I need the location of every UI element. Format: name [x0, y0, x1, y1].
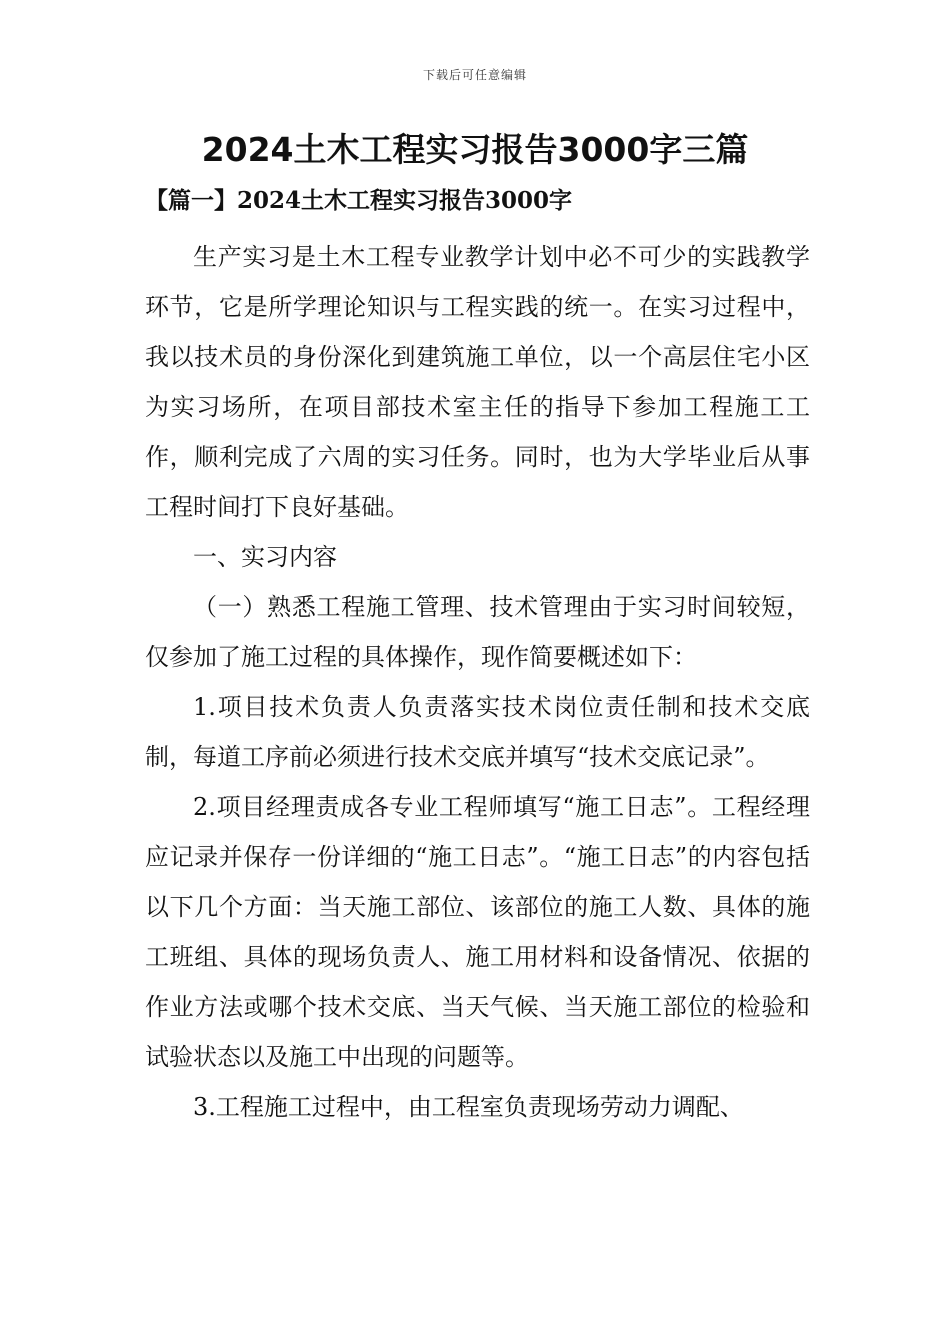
section-heading: 【篇一】2024土木工程实习报告3000字 — [145, 187, 573, 214]
paragraph-item-3: 3.工程施工过程中，由工程室负责现场劳动力调配、 — [193, 1093, 744, 1121]
paragraph-item-1: 1.项目技术负责人负责落实技术岗位责任制和技术交底制，每道工序前必须进行技术交底并填写“技术交底记录”。 — [145, 693, 810, 771]
paragraph-heading-internship-content: 一、实习内容 — [193, 543, 337, 571]
page-header-note: 下载后可任意编辑 — [422, 68, 527, 82]
paragraph-intro: 生产实习是土木工程专业教学计划中必不可少的实践教学环节，它是所学理论知识与工程实践的统一。在实习过程中，我以技术员的身份深化到建筑施工单位，以一个高层住宅小区为实习场所，在项目部技术室主任的指导下参加工程施工工作，顺利完成了六周的实习任务。同时，也为大学毕业后从事工程时间打下良好基础。 — [145, 243, 810, 521]
paragraph-item-2: 2.项目经理责成各专业工程师填写“施工日志”。工程经理应记录并保存一份详细的“施工日志”。“施工日志”的内容包括以下几个方面：当天施工部位、该部位的施工人数、具体的施工班组、具体的现场负责人、施工用材料和设备情况、依据的作业方法或哪个技术交底、当天气候、当天施工部位的检验和试验状态以及施工中出现的问题等。 — [145, 793, 810, 1071]
document-title: 2024土木工程实习报告3000字三篇 — [201, 130, 749, 169]
paragraph-subsection-1: （一）熟悉工程施工管理、技术管理由于实习时间较短，仅参加了施工过程的具体操作，现作简要概述如下： — [145, 593, 810, 671]
document-body — [145, 232, 810, 1132]
